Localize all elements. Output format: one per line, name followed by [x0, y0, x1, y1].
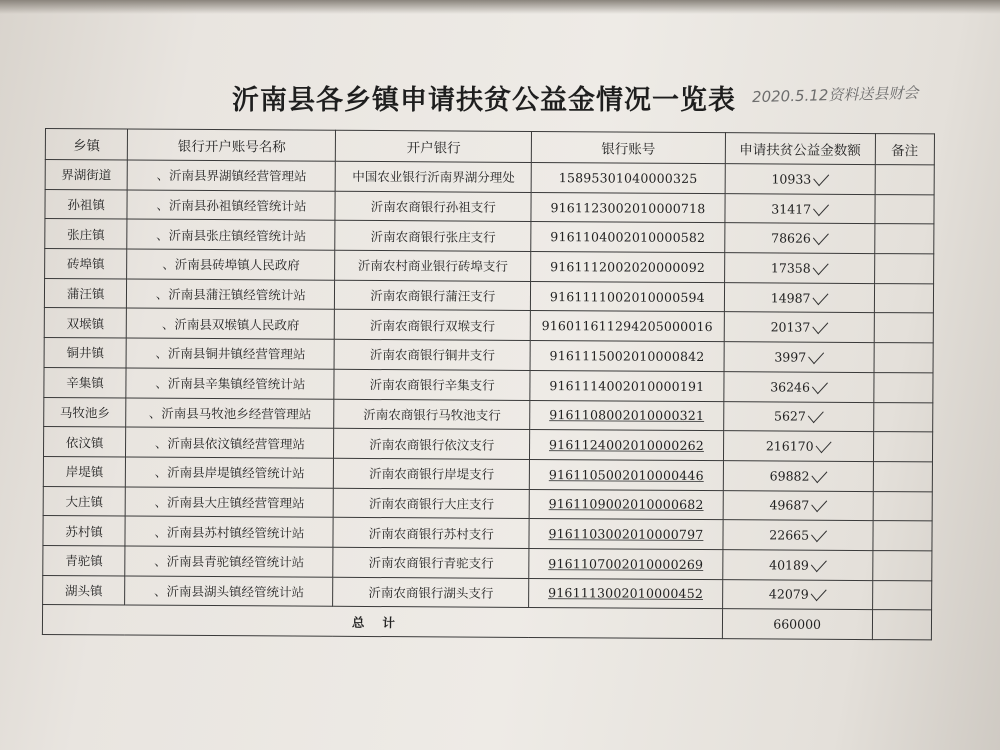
bank-text: 沂南农商银行铜井支行 [369, 347, 495, 364]
bank-text: 沂南农商银行张庄支行 [370, 228, 496, 245]
account-name-text: 、沂南县孙祖镇经管统计站 [156, 197, 307, 214]
town-cell [44, 367, 126, 397]
account-name-text: 、沂南县依汶镇经营管理站 [154, 435, 305, 452]
bank-cell [334, 488, 530, 519]
note-cell [873, 491, 933, 521]
account-name-cell [125, 576, 333, 607]
check-mark-icon [810, 584, 826, 602]
total-note [872, 610, 932, 640]
amount-cell [722, 550, 872, 581]
amount-cell [725, 164, 875, 195]
header-bank: 开户银行 [336, 130, 532, 162]
amount-text: 20137 [770, 319, 811, 335]
bank-cell [334, 458, 530, 489]
account-name-text: 、沂南县蒲汪镇经管统计站 [155, 286, 306, 303]
check-mark-icon [811, 524, 827, 542]
note-cell [874, 283, 934, 313]
bank-text: 沂南农商银行苏村支行 [368, 525, 494, 542]
note-cell [873, 402, 933, 432]
town-text: 张庄镇 [67, 226, 105, 243]
town-cell [43, 575, 125, 605]
town-text: 苏村镇 [65, 523, 103, 539]
town-text: 马牧池乡 [59, 404, 110, 421]
account-no-text: 9161115002010000842 [549, 348, 705, 365]
bank-text: 沂南农商银行马牧池支行 [363, 406, 501, 423]
account-name-text: 、沂南县双堠镇人民政府 [161, 316, 300, 333]
amount-cell [725, 193, 875, 224]
note-cell [872, 551, 932, 581]
bank-text: 中国农业银行沂南界湖分理处 [352, 169, 515, 186]
account-name-cell [126, 308, 334, 339]
account-no-cell [529, 459, 723, 490]
amount-text: 31417 [771, 200, 812, 217]
check-mark-icon [813, 198, 829, 216]
amount-cell [722, 579, 872, 610]
bank-cell [335, 250, 531, 281]
account-no-cell [531, 281, 725, 312]
amount-cell [724, 371, 874, 402]
account-no-text: 9161109002010000682 [548, 496, 704, 513]
bank-cell [333, 577, 529, 608]
account-no-text: 9161114002010000191 [549, 377, 705, 394]
account-no-cell [531, 252, 725, 283]
note-cell [874, 224, 934, 254]
town-text: 青驼镇 [65, 553, 103, 569]
account-no-text: 9161112002020000092 [550, 258, 706, 275]
check-mark-icon [815, 435, 831, 453]
total-amount: 660000 [722, 609, 872, 640]
amount-text: 36246 [770, 379, 811, 395]
town-text: 大庄镇 [65, 494, 104, 510]
account-no-cell [530, 430, 724, 461]
check-mark-icon [812, 376, 828, 394]
account-no-text: 9161123002010000718 [550, 199, 706, 216]
town-cell [44, 338, 126, 368]
bank-cell [333, 518, 529, 549]
amount-cell [723, 461, 873, 492]
check-mark-icon [807, 406, 823, 424]
account-name-cell [127, 190, 335, 221]
town-text: 双堠镇 [66, 315, 105, 332]
handwritten-note: 2020.5.12资料送县财会 [751, 83, 919, 107]
check-mark-icon [812, 287, 828, 305]
amount-text: 5627 [773, 408, 806, 424]
account-name-text: 、沂南县铜井镇经营管理站 [155, 346, 306, 363]
amount-text: 216170 [765, 438, 814, 454]
town-cell [43, 456, 125, 486]
amount-text: 3997 [774, 349, 807, 365]
town-text: 蒲汪镇 [66, 286, 105, 302]
town-cell [44, 308, 126, 338]
check-mark-icon [811, 495, 827, 513]
bank-text: 沂南农商银行辛集支行 [369, 377, 495, 393]
town-text: 铜井镇 [66, 345, 105, 361]
town-cell [43, 427, 125, 457]
account-name-cell [125, 546, 333, 577]
bank-cell [334, 428, 530, 459]
amount-cell [723, 431, 873, 462]
amount-cell [724, 253, 874, 284]
account-name-text: 、沂南县界湖镇经营管理站 [156, 168, 307, 184]
account-name-text: 、沂南县辛集镇经管统计站 [155, 375, 306, 392]
account-name-text: 、沂南县湖头镇经管统计站 [153, 583, 305, 600]
bank-cell [335, 280, 531, 311]
bank-cell [334, 339, 530, 370]
bank-cell [335, 191, 531, 222]
bank-text: 沂南农村商业银行砖埠支行 [357, 258, 508, 275]
town-text: 砖埠镇 [66, 256, 105, 272]
account-name-text: 、沂南县岸堤镇经管统计站 [154, 464, 305, 481]
amount-text: 40189 [769, 557, 809, 573]
note-cell [874, 254, 934, 284]
town-text: 界湖街道 [61, 167, 112, 183]
amount-text: 10933 [771, 171, 812, 187]
note-cell [874, 313, 934, 343]
bank-text: 沂南农商银行依汶支行 [369, 436, 495, 453]
account-name-text: 、沂南县青驼镇经管统计站 [154, 553, 305, 570]
bank-text: 沂南农商银行双堠支行 [370, 317, 496, 334]
account-name-text: 、沂南县砖埠镇人民政府 [162, 257, 300, 273]
account-name-cell [126, 457, 334, 488]
amount-text: 78626 [771, 230, 811, 246]
bank-cell [335, 221, 531, 252]
document-title: 沂南县各乡镇申请扶贫公益金情况一览表 [232, 85, 736, 116]
account-name-text: 、沂南县大庄镇经营管理站 [154, 494, 305, 511]
amount-text: 22665 [769, 527, 810, 543]
account-no-text: 9161113002010000452 [548, 585, 704, 602]
note-cell [873, 521, 933, 551]
town-cell [43, 486, 125, 516]
note-cell [872, 580, 932, 610]
town-cell [45, 249, 127, 279]
account-no-cell [529, 548, 723, 579]
check-mark-icon [812, 257, 828, 275]
header-note: 备注 [875, 134, 935, 165]
town-text: 依汶镇 [65, 434, 104, 450]
check-mark-icon [811, 465, 827, 483]
account-no-text: 9161124002010000262 [548, 437, 704, 454]
bank-cell [333, 547, 529, 578]
account-no-cell [529, 489, 723, 520]
account-no-cell [531, 192, 725, 223]
bank-cell [334, 399, 530, 430]
amount-text: 49687 [769, 497, 810, 514]
total-row [42, 605, 931, 640]
check-mark-icon [813, 168, 829, 186]
town-cell [43, 516, 125, 546]
header-town: 乡镇 [45, 129, 127, 161]
amount-cell [723, 520, 873, 551]
account-no-text: 9161111002010000594 [549, 288, 705, 305]
amount-text: 14987 [770, 290, 811, 306]
account-name-text: 、沂南县张庄镇经管统计站 [156, 227, 307, 244]
note-cell [875, 165, 935, 195]
account-no-text: 9161104002010000582 [550, 229, 706, 246]
town-cell [45, 160, 127, 190]
town-cell [45, 189, 127, 219]
fund-table [42, 128, 935, 640]
account-name-cell [126, 338, 334, 369]
note-cell [875, 194, 935, 224]
account-name-cell [126, 398, 334, 429]
account-no-text: 9161108002010000321 [549, 407, 705, 424]
town-text: 孙祖镇 [67, 197, 105, 213]
account-no-cell [530, 311, 724, 342]
account-no-text: 9161105002010000446 [548, 466, 704, 483]
account-name-cell [127, 249, 335, 280]
bank-cell [335, 310, 531, 341]
note-cell [873, 461, 933, 491]
account-no-cell [530, 370, 724, 401]
account-no-text: 9161107002010000269 [548, 555, 704, 572]
top-shadow [0, 0, 1000, 14]
account-name-text: 、沂南县苏村镇经管统计站 [154, 524, 305, 541]
town-text: 湖头镇 [64, 583, 103, 599]
town-cell [44, 397, 126, 427]
bank-text: 沂南农商银行岸堤支行 [369, 466, 495, 482]
check-mark-icon [812, 227, 828, 245]
account-name-cell [127, 279, 335, 310]
check-mark-icon [808, 346, 824, 364]
account-no-cell [529, 578, 723, 609]
bank-cell [334, 369, 530, 400]
bank-text: 沂南农商银行青驼支行 [368, 555, 494, 572]
total-label: 总计 [42, 605, 722, 639]
bank-text: 沂南农商银行湖头支行 [368, 584, 494, 601]
account-no-text: 15895301040000325 [558, 169, 698, 186]
account-name-cell [125, 487, 333, 518]
bank-text: 沂南农商银行蒲汪支行 [370, 288, 496, 304]
bank-cell [336, 161, 532, 192]
account-no-text: 9161103002010000797 [548, 526, 704, 543]
town-cell [44, 278, 126, 308]
town-text: 岸堤镇 [65, 464, 104, 480]
account-no-cell [531, 222, 725, 253]
amount-cell [724, 223, 874, 254]
amount-cell [723, 490, 873, 521]
header-account-name: 银行开户账号名称 [128, 129, 336, 161]
check-mark-icon [812, 316, 828, 334]
bank-text: 沂南农商银行孙祖支行 [370, 199, 496, 215]
amount-cell [724, 312, 874, 343]
account-name-cell [127, 219, 335, 250]
account-no-cell [529, 519, 723, 550]
amount-cell [723, 401, 873, 432]
account-no-cell [530, 400, 724, 431]
amount-text: 17358 [770, 260, 811, 276]
header-account-no: 银行账号 [531, 131, 725, 163]
amount-cell [724, 342, 874, 373]
header-amount: 申请扶贫公益金数额 [725, 133, 875, 165]
amount-text: 69882 [769, 468, 810, 484]
account-name-cell [127, 160, 335, 191]
amount-cell [724, 282, 874, 313]
account-no-cell [530, 341, 724, 372]
amount-text: 42079 [768, 586, 809, 603]
account-no-cell [531, 162, 725, 193]
account-name-text: 、沂南县马牧池乡经营管理站 [148, 405, 312, 422]
account-name-cell [125, 516, 333, 547]
note-cell [873, 432, 933, 462]
town-cell [43, 545, 125, 575]
note-cell [874, 343, 934, 373]
bank-text: 沂南农商银行大庄支行 [368, 495, 495, 512]
town-text: 辛集镇 [66, 375, 104, 391]
town-cell [45, 219, 127, 249]
account-name-cell [126, 427, 334, 458]
note-cell [873, 372, 933, 402]
account-name-cell [126, 368, 334, 399]
account-no-text: 916011611294205000016 [541, 318, 713, 335]
check-mark-icon [810, 554, 826, 572]
